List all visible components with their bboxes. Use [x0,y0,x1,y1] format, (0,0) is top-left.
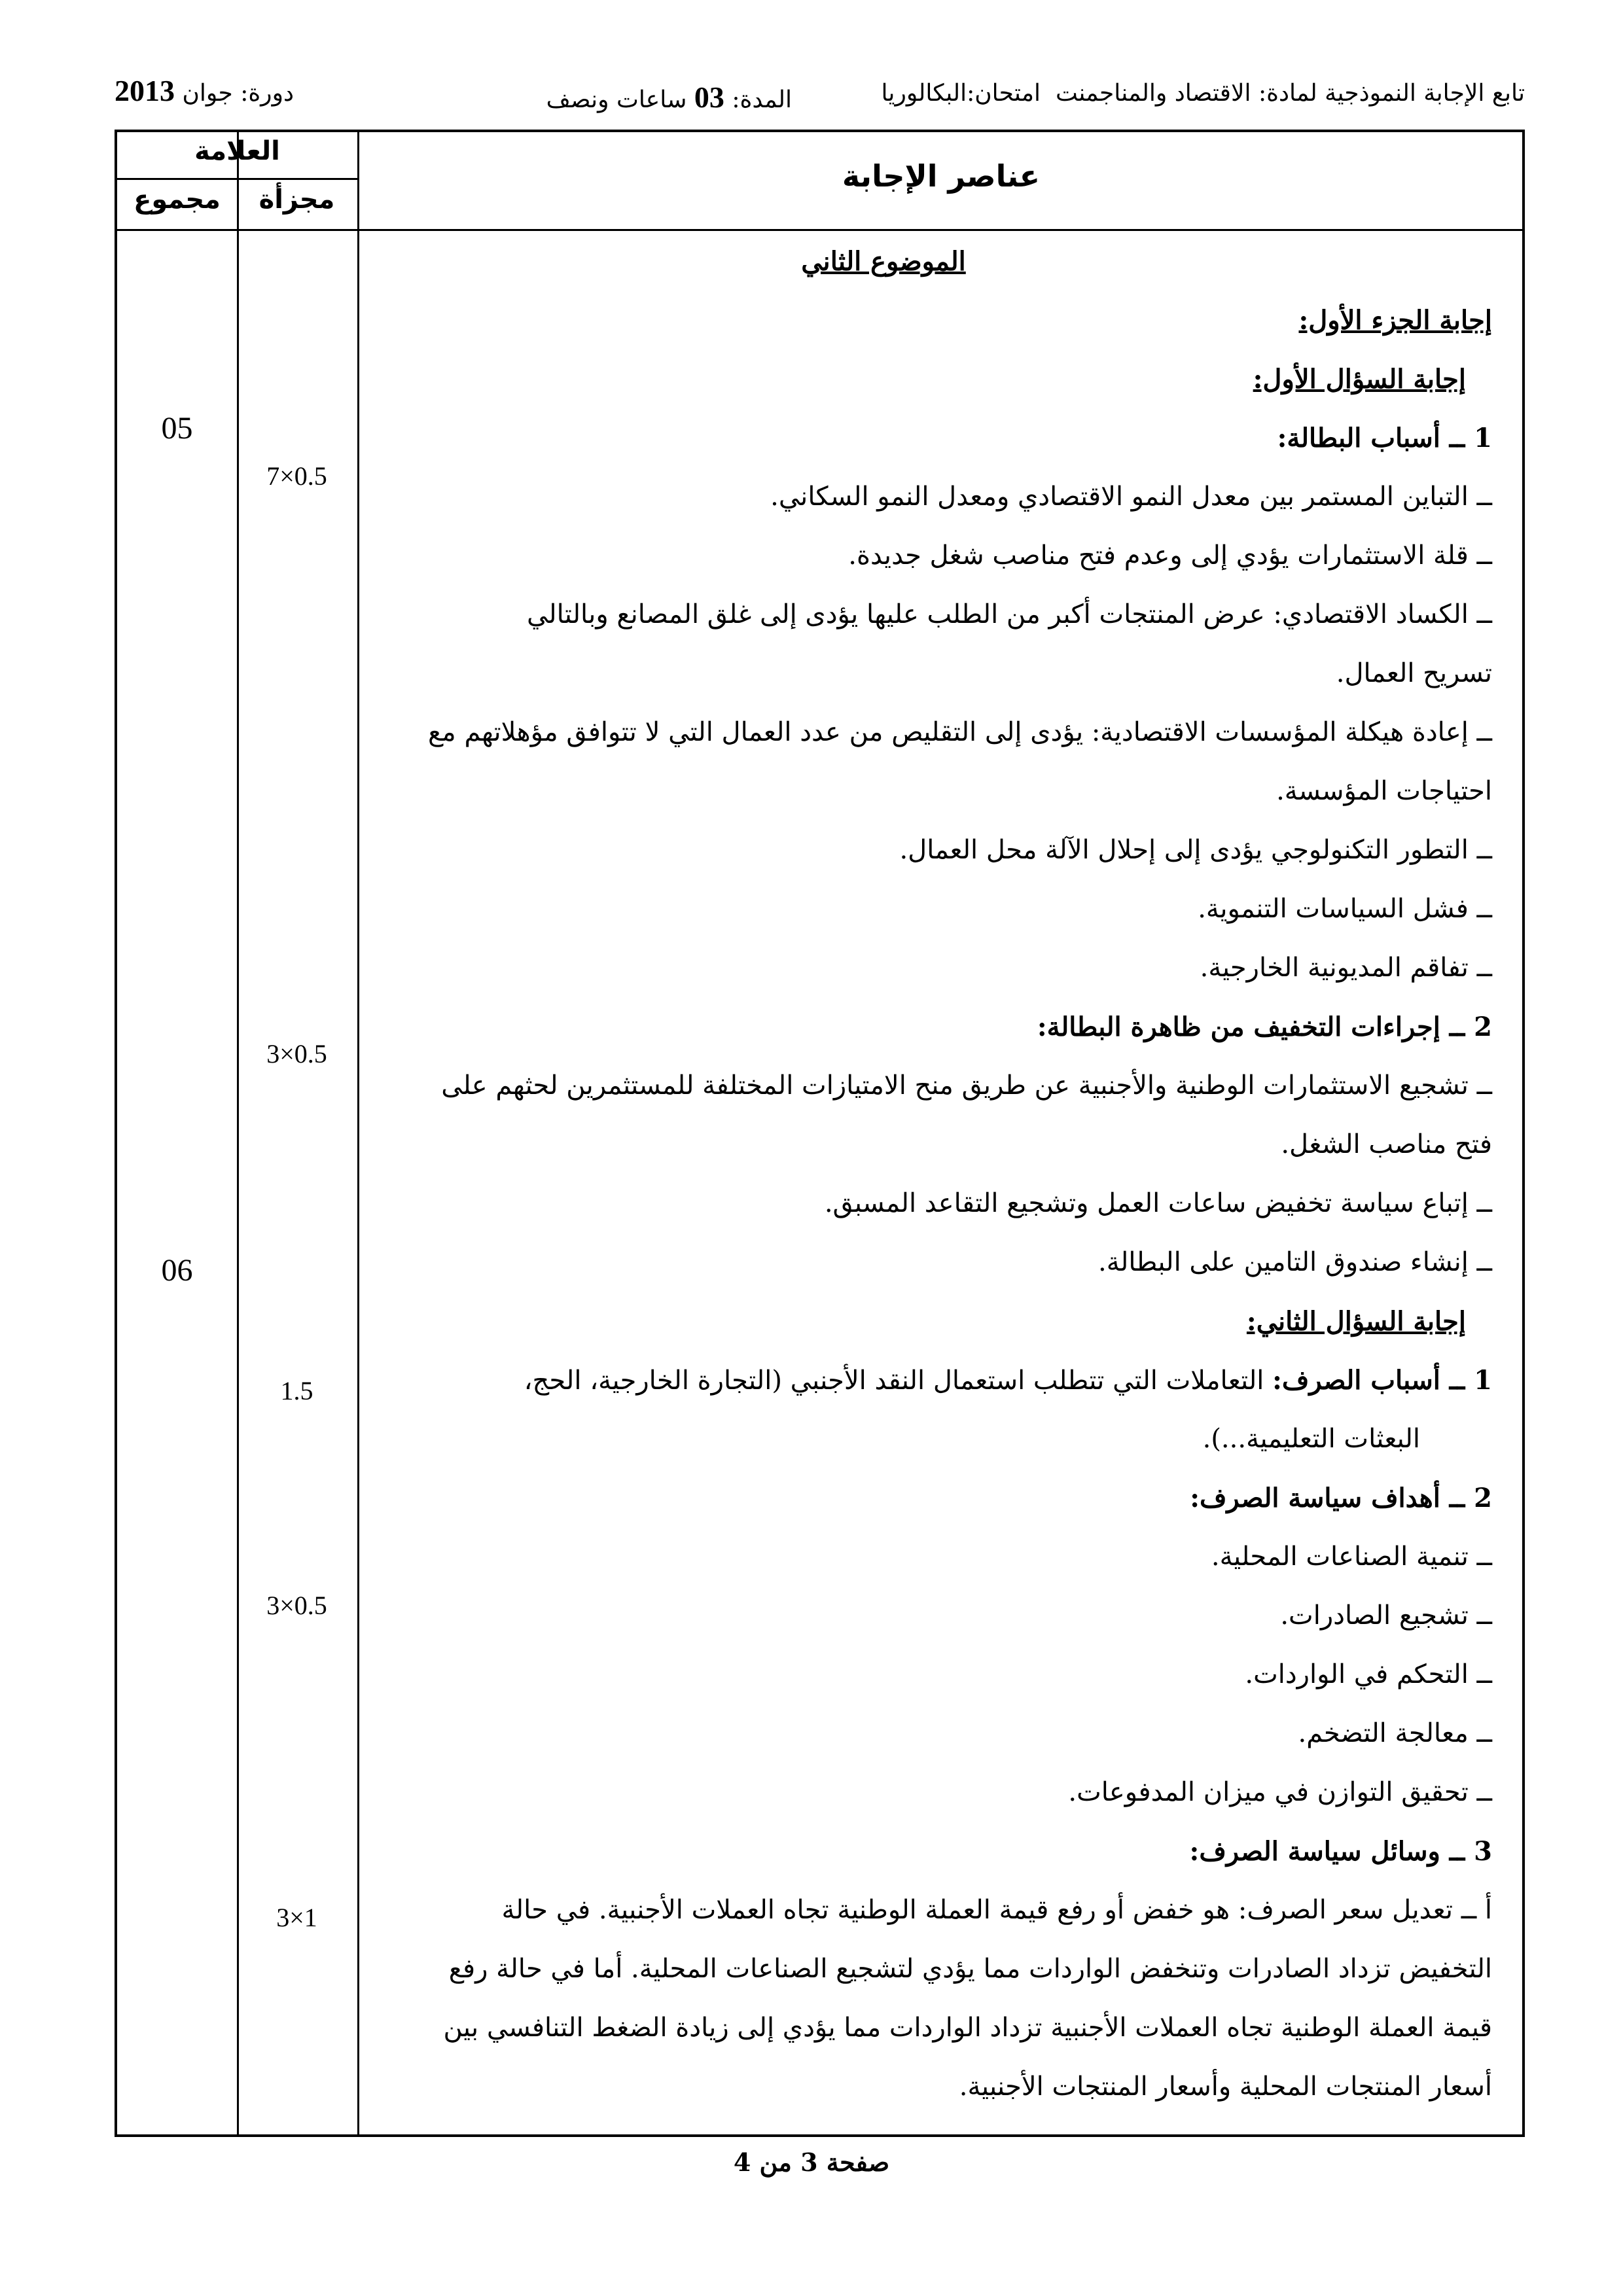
row-divider [117,178,357,180]
list-item: ــ التباين المستمر بين معدل النمو الاقتصادي ومعدل النمو السكاني. [770,482,1492,512]
topic-title: الموضوع الثاني [801,246,966,277]
list-item: ــ الكساد الاقتصادي: عرض المنتجات أكبر من الطلب عليها يؤدى إلى غلق المصانع وبالتالي [527,599,1492,629]
list-item: ــ تنمية الصناعات المحلية. [1211,1542,1492,1572]
session-year: 2013 [115,74,175,107]
exam-name: امتحان:البكالوريا [881,80,1041,107]
list-item: ــ فشل السياسات التنموية. [1198,894,1492,924]
list-item: ــ التطور التكنولوجي يؤدى إلى إحلال الآلة محل العمال. [899,835,1492,865]
paragraph-line: قيمة العملة الوطنية تجاه العملات الأجنبية تزداد الواردات مما يؤدي إلى زيادة الضغط التنافسي بين [443,2013,1492,2043]
q2-heading: إجابة السؤال الثاني: [1246,1306,1466,1337]
total-mark: 06 [161,1253,193,1288]
header-row-divider [117,229,1522,231]
list-item-continued: تسريح العمال. [1336,658,1492,688]
duration-text: ساعات ونصف [546,86,687,113]
list-item-continued: فتح مناصب الشغل. [1281,1129,1492,1159]
q2-section2-title: 2 ــ أهداف سياسة الصرف: [1190,1483,1492,1513]
partial-mark: 1.5 [280,1376,313,1405]
list-item: ــ التحكم في الواردات. [1245,1659,1492,1689]
subject-title: تابع الإجابة النموذجية لمادة: الاقتصاد والمناجمنت [1055,80,1525,107]
part1-heading: إجابة الجزء الأول: [1298,305,1492,336]
total-mark: 05 [161,411,193,446]
partial-mark: 3×0.5 [266,1591,327,1620]
answer-content [275,239,1492,2124]
q2-section1 [524,1365,1492,1396]
column-header-grade: العلامة [194,136,280,166]
column-header-elements: عناصر الإجابة [842,158,1041,194]
list-item: ــ تفاقم المديونية الخارجية. [1200,953,1492,983]
q1-section1-title: 1 ــ أسباب البطالة: [1277,423,1492,453]
partial-mark: 7×0.5 [266,461,327,491]
column-header-partial: مجزأة [259,185,335,215]
q1-section2-title: 2 ــ إجراءات التخفيف من ظاهرة البطالة: [1037,1012,1492,1042]
column-header-total: مجموع [134,185,221,215]
list-item: ــ إتباع سياسة تخفيض ساعات العمل وتشجيع التقاعد المسبق. [824,1188,1492,1218]
list-item: ــ تشجيع الاستثمارات الوطنية والأجنبية عن طريق منح الامتيازات المختلفة للمستثمرين لحثهم على [441,1070,1492,1101]
session-label: دورة: جوان [182,80,294,107]
q2-section1-text: التعاملات التي تتطلب استعمال النقد الأجنبي (التجارة الخارجية، الحج، [524,1366,1264,1396]
duration-hours: 03 [694,80,724,114]
page-number: صفحة 3 من 4 [733,2147,890,2177]
q1-heading: إجابة السؤال الأول: [1253,364,1466,395]
q2-section3-title: 3 ــ وسائل سياسة الصرف: [1189,1836,1492,1867]
partial-mark: 3×0.5 [266,1039,327,1069]
partial-mark: 3×1 [276,1903,317,1932]
list-item: ــ تشجيع الصادرات. [1280,1600,1492,1631]
session [115,73,294,108]
list-item: ــ إعادة هيكلة المؤسسات الاقتصادية: يؤدى إلى التقليص من عدد العمال التي لا تتوافق مؤهلاتهم مع [428,717,1492,747]
paragraph-line: أسعار المنتجات المحلية وأسعار المنتجات الأجنبية. [959,2072,1492,2102]
column-divider [237,132,239,2134]
paragraph-line: التخفيض تزداد الصادرات وتنخفض الواردات مما يؤدي لتشجيع الصناعات المحلية. أما في حالة رفع [448,1954,1492,1984]
q2-section1-text-continued: البعثات التعليمية...). [1202,1424,1420,1454]
list-item: ــ تحقيق التوازن في ميزان المدفوعات. [1068,1777,1492,1807]
list-item: ــ معالجة التضخم. [1298,1718,1492,1748]
list-item-continued: احتياجات المؤسسة. [1276,776,1492,806]
list-item: ــ قلة الاستثمارات يؤدي إلى وعدم فتح مناصب شغل جديدة. [848,540,1492,571]
paragraph-line: أ ــ تعديل سعر الصرف: هو خفض أو رفع قيمة العملة الوطنية تجاه العملات الأجنبية. في حالة [501,1895,1492,1925]
list-item: ــ إنشاء صندوق التامين على البطالة. [1098,1247,1492,1277]
page-header [115,73,1525,119]
duration [546,80,792,115]
duration-label: المدة: [732,86,792,113]
q2-section1-title: 1 ــ أسباب الصرف: [1272,1365,1492,1396]
